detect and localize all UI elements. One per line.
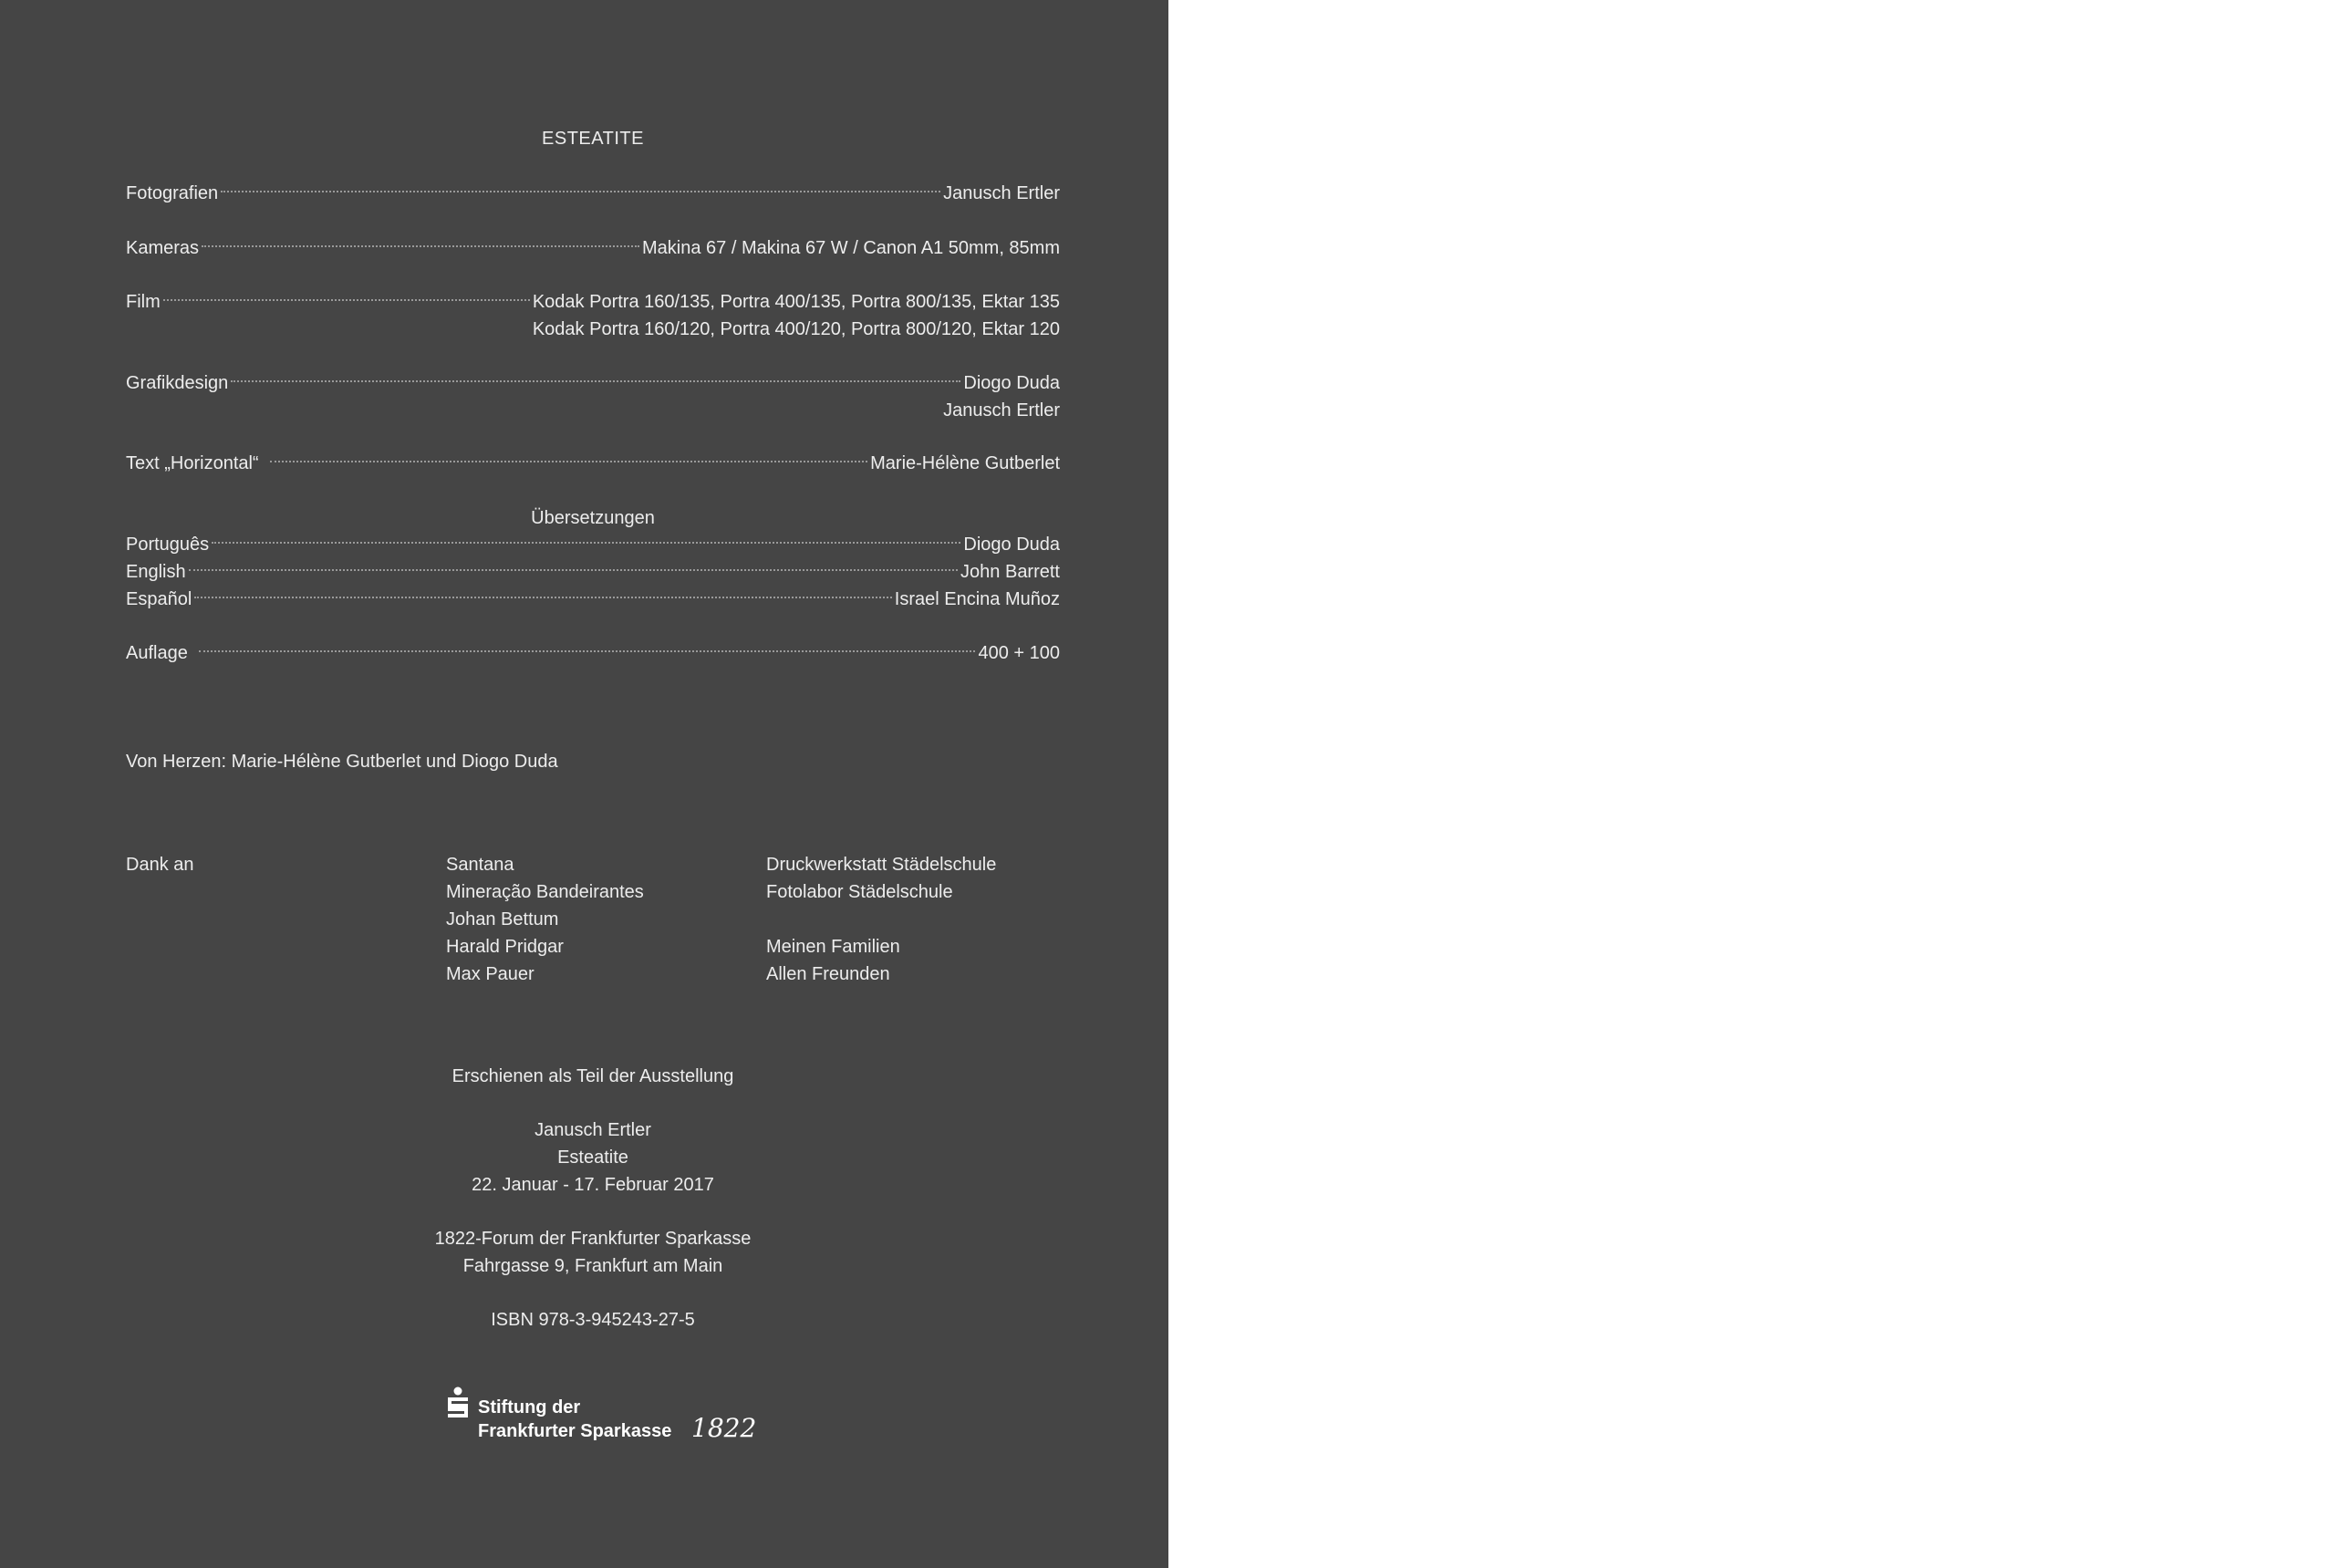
credit-photos xyxy=(126,180,1060,207)
translation-label: English xyxy=(126,562,186,582)
thanks-item: Allen Freunden xyxy=(766,964,890,984)
translation-en xyxy=(126,558,1060,586)
credit-label: Kameras xyxy=(126,238,200,258)
credit-text xyxy=(126,450,1060,477)
credit-label: Text „Horizontal“ xyxy=(126,453,259,473)
thanks-item: Fotolabor Städelschule xyxy=(766,882,953,902)
credit-label: Film xyxy=(126,292,161,312)
exhibition-venue: 1822-Forum der Frankfurter Sparkasse xyxy=(434,1229,752,1249)
translation-es xyxy=(126,586,1060,613)
thanks-column-1 xyxy=(446,851,644,988)
thanks-item: Santana xyxy=(446,855,514,875)
isbn: ISBN 978-3-945243-27-5 xyxy=(491,1310,695,1330)
thanks-item xyxy=(766,906,996,933)
exhibition-artist: Janusch Ertler xyxy=(534,1120,651,1140)
dot-leader xyxy=(221,191,940,192)
dot-leader xyxy=(199,650,976,652)
dot-leader xyxy=(189,569,958,571)
translation-value: Diogo Duda xyxy=(963,535,1060,555)
exhibition-intro: Erschienen als Teil der Ausstellung xyxy=(451,1066,734,1086)
translation-label: Português xyxy=(126,535,210,555)
logo-year: 1822 xyxy=(691,1413,757,1443)
credit-value: Diogo Duda xyxy=(963,373,1060,393)
credit-value: Makina 67 / Makina 67 W / Canon A1 50mm, 85mm xyxy=(642,238,1060,258)
sparkasse-s-icon xyxy=(445,1386,471,1419)
dot-leader xyxy=(194,597,892,598)
translation-label: Español xyxy=(126,589,192,609)
dot-leader xyxy=(270,461,868,462)
credit-value-2: Kodak Portra 160/120, Portra 400/120, Portra 800/120, Ektar 120 xyxy=(532,319,1060,339)
thanks-item: Harald Pridgar xyxy=(446,937,564,957)
page-title: ESTEATITE xyxy=(542,129,644,149)
exhibition-title: Esteatite xyxy=(557,1147,628,1168)
translation-value: Israel Encina Muñoz xyxy=(894,589,1060,609)
credit-value: Janusch Ertler xyxy=(943,183,1060,203)
credit-value: 400 + 100 xyxy=(978,643,1060,663)
dot-leader xyxy=(231,380,960,382)
credit-edition xyxy=(126,639,1060,667)
credit-value: Marie-Hélène Gutberlet xyxy=(870,453,1060,473)
exhibition-info xyxy=(0,1063,1186,1334)
thanks-column-2 xyxy=(766,851,996,988)
translations-heading: Übersetzungen xyxy=(531,508,655,528)
dot-leader xyxy=(163,299,530,301)
exhibition-address: Fahrgasse 9, Frankfurt am Main xyxy=(462,1256,723,1276)
credit-label: Auflage xyxy=(126,643,188,663)
thanks-item: Johan Bettum xyxy=(446,909,559,929)
exhibition-dates: 22. Januar - 17. Februar 2017 xyxy=(472,1175,714,1195)
logo-line-1: Stiftung der xyxy=(478,1397,581,1417)
credit-film xyxy=(126,288,1060,343)
dedication: Von Herzen: Marie-Hélène Gutberlet und Diogo Duda xyxy=(126,752,558,772)
thanks-item: Mineração Bandeirantes xyxy=(446,882,644,902)
logo-line-2: Frankfurter Sparkasse xyxy=(478,1421,672,1441)
credit-label: Grafikdesign xyxy=(126,373,229,393)
foundation-logo xyxy=(445,1386,757,1443)
translation-value: John Barrett xyxy=(960,562,1060,582)
translation-pt xyxy=(126,531,1060,558)
translations-list xyxy=(126,531,1060,613)
credit-value: Kodak Portra 160/135, Portra 400/135, Portra 800/135, Ektar 135 xyxy=(532,292,1060,312)
dot-leader xyxy=(202,245,639,247)
credit-design xyxy=(126,369,1060,424)
credit-label: Fotografien xyxy=(126,183,219,203)
thanks-item: Max Pauer xyxy=(446,964,534,984)
credit-value-2: Janusch Ertler xyxy=(943,400,1060,421)
thanks-label: Dank an xyxy=(126,855,194,875)
dot-leader xyxy=(212,542,960,544)
thanks-item: Druckwerkstatt Städelschule xyxy=(766,855,997,875)
thanks-item: Meinen Familien xyxy=(766,937,900,957)
credit-cameras xyxy=(126,234,1060,262)
